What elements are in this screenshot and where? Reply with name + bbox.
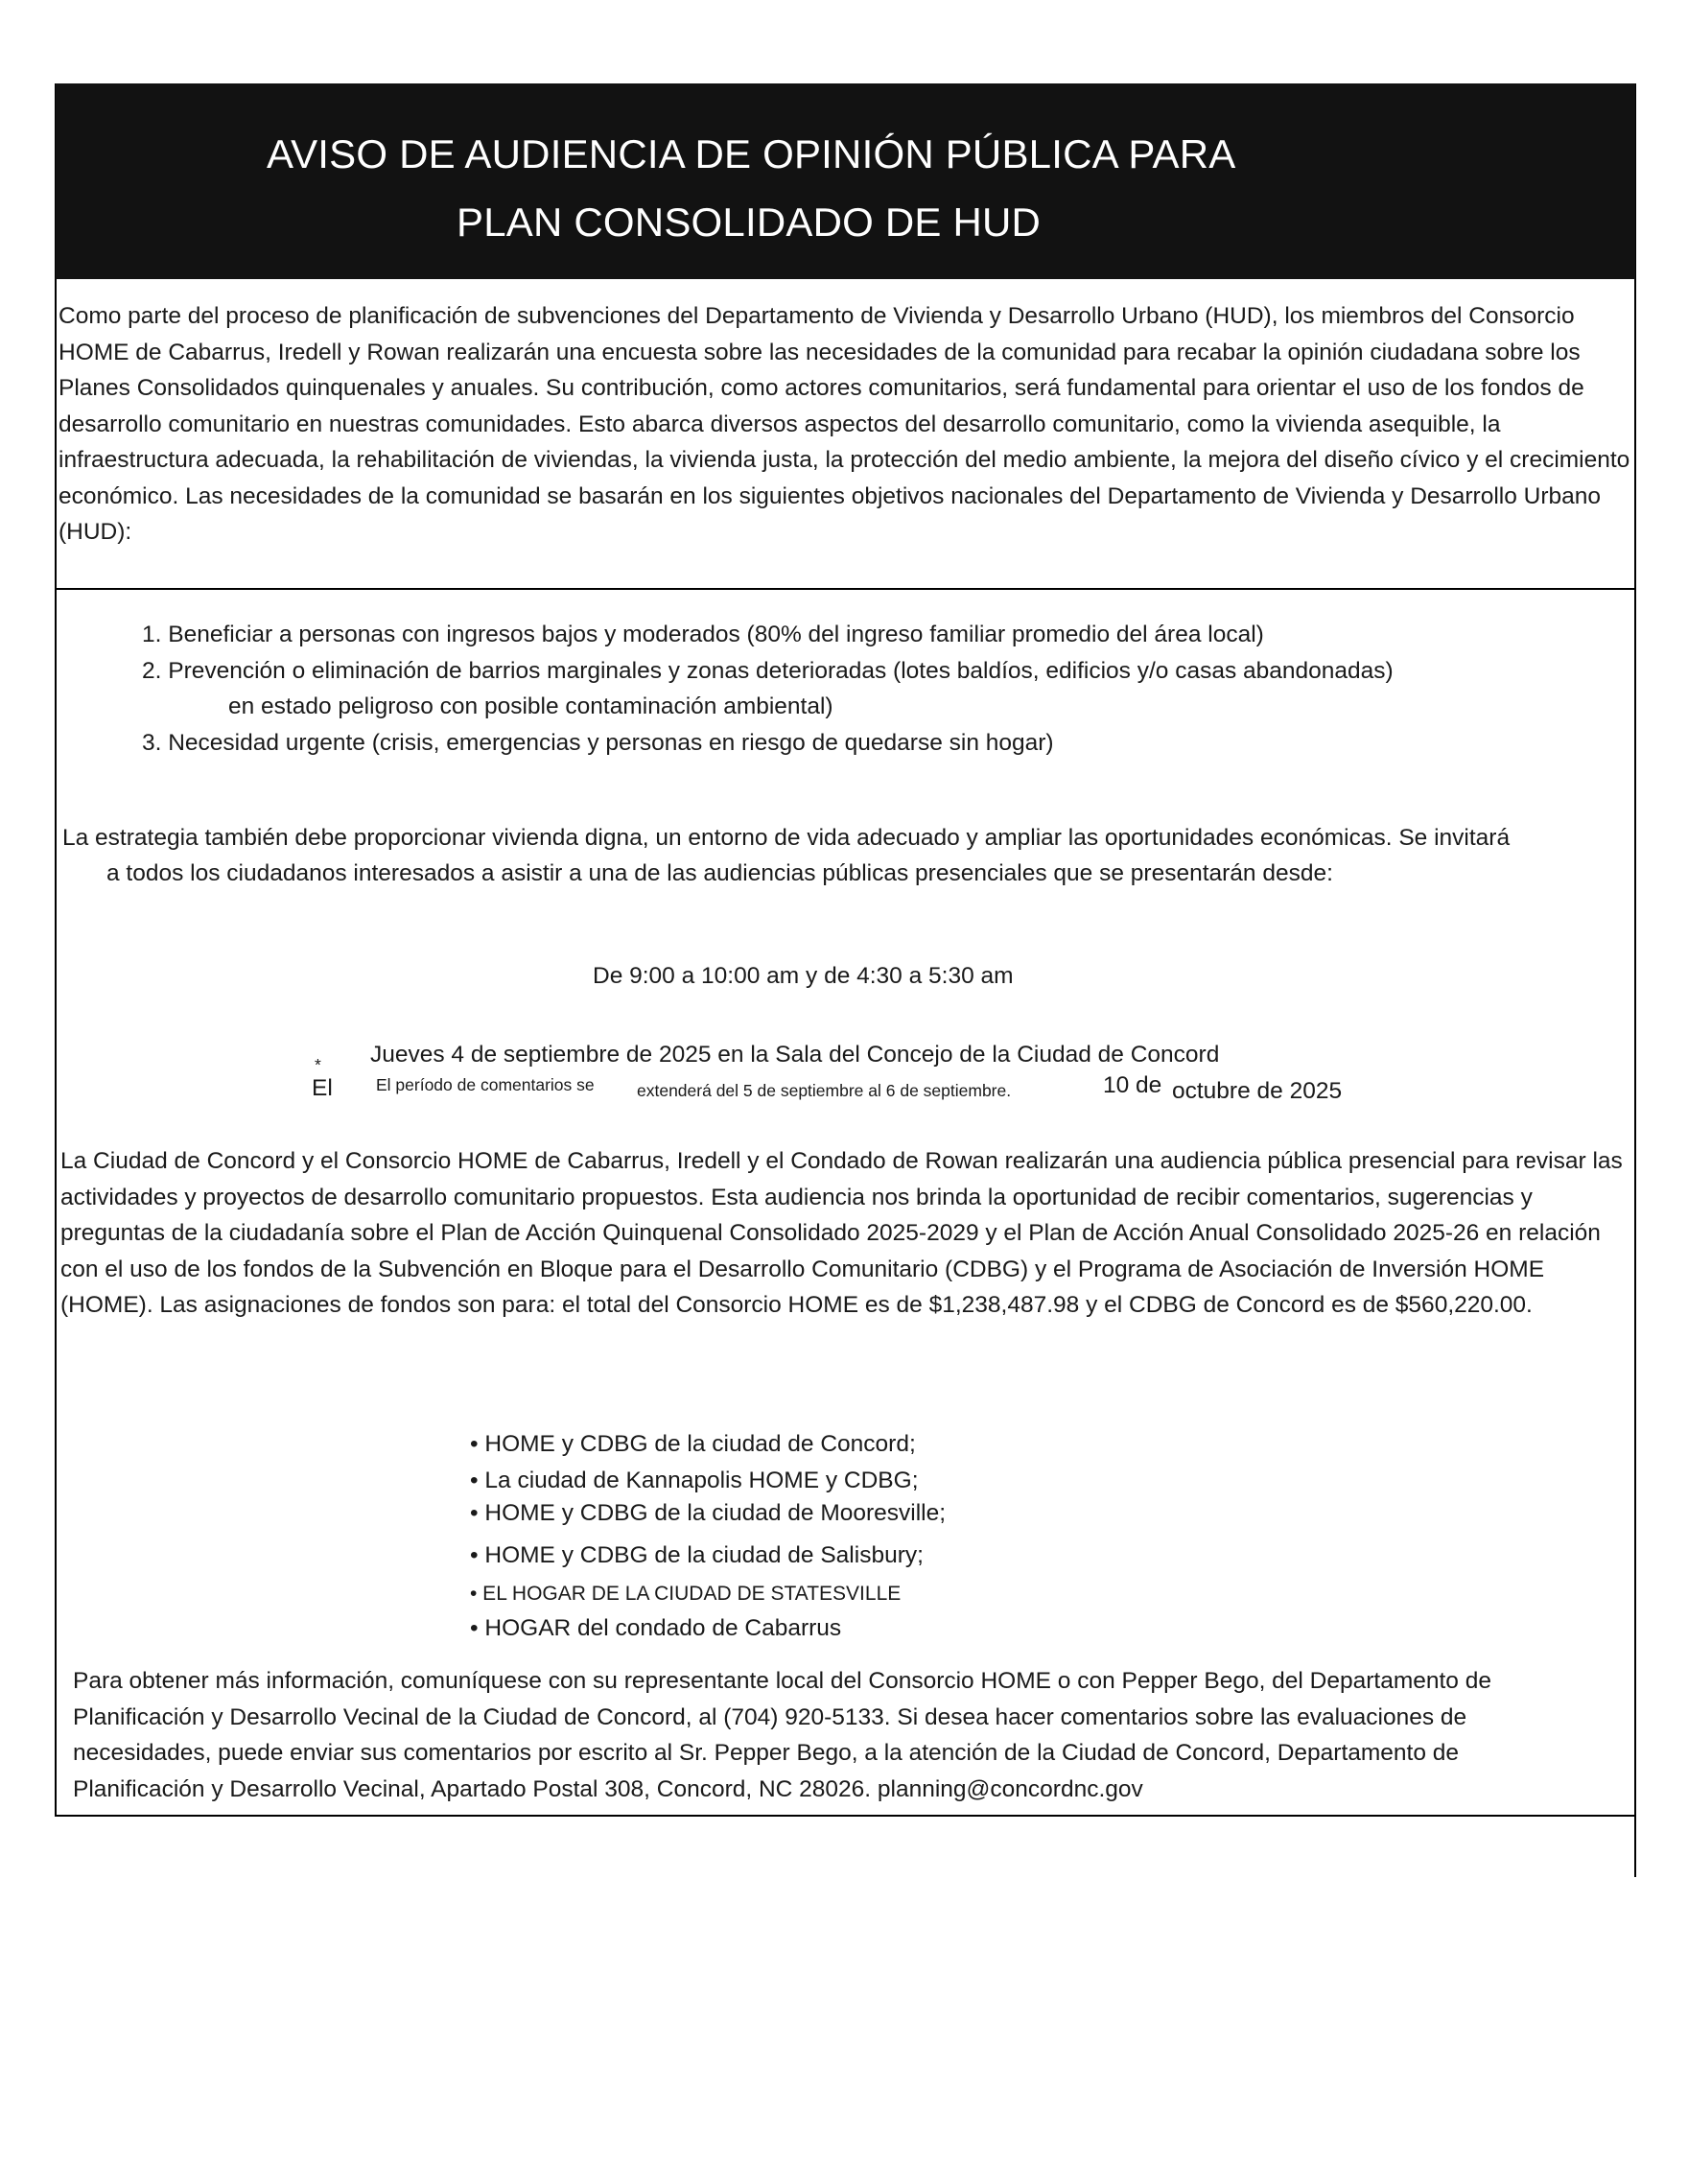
section-divider-1 bbox=[55, 588, 1636, 590]
hearing-date-location: Jueves 4 de septiembre de 2025 en la Sala del Concejo de la Ciudad de Concord bbox=[370, 1042, 1220, 1068]
contact-paragraph: Para obtener más información, comuníquese con su representante local del Consorcio HOME o con Pepper Bego, del Departamento de Planificación y Desarrollo Vecinal de la Ciudad de Concord, al (704) 920-5133. Si desea hacer comentarios sobre las evaluaciones de necesidades, puede enviar sus comentarios por escrito al Sr. Pepper Bego, a la atención de la Ciudad de Concord, Departamento de Planificación y Desarrollo Vecinal, Apartado Postal 308, Concord, NC 28026. planning@concordnc.gov bbox=[73, 1668, 1491, 1802]
title-banner bbox=[56, 83, 1635, 279]
intro-paragraph: Como parte del proceso de planificación de subvenciones del Departamento de Vivienda y Desarrollo Urbano (HUD), los miembros del Consorcio HOME de Cabarrus, Iredell y Rowan realizarán una encuesta sobre las necesidades de la comunidad para recabar la opinión ciudadana sobre los Planes Consolidados quinquenales y anuales. Su contribución, como actores comunitarios, será fundamental para orientar el uso de los fondos de desarrollo comunitario en nuestras comunidades. Esto abarca diversos aspectos del desarrollo comunitario, como la vivienda asequible, la infraestructura adecuada, la rehabilitación de viviendas, la vivienda justa, la protección del medio ambiente, la mejora del diseño cívico y el crecimiento económico. Las necesidades de la comunidad se basarán en los siguientes objetivos nacionales del Departamento de Vivienda y Desarrollo Urbano (HUD): bbox=[59, 303, 1630, 545]
comment-end-date-a: 10 de bbox=[1103, 1072, 1162, 1098]
participant-statesville: • EL HOGAR DE LA CIUDAD DE STATESVILLE bbox=[470, 1583, 902, 1605]
objective-2-continued: en estado peligroso con posible contaminación ambiental) bbox=[228, 693, 833, 719]
participant-salisbury: • HOME y CDBG de la ciudad de Salisbury; bbox=[470, 1542, 924, 1568]
objectives-list bbox=[142, 617, 1394, 761]
participant-concord: • HOME y CDBG de la ciudad de Concord; bbox=[470, 1431, 916, 1457]
comment-period-text-b: extenderá del 5 de septiembre al 6 de septiembre. bbox=[637, 1081, 1012, 1100]
left-border bbox=[55, 83, 57, 1816]
comment-period-el: El bbox=[312, 1075, 333, 1101]
bottom-border bbox=[55, 1815, 1636, 1817]
hearing-paragraph: La Ciudad de Concord y el Consorcio HOME de Cabarrus, Iredell y el Condado de Rowan realizarán una audiencia pública presencial para revisar las actividades y proyectos de desarrollo comunitario propuestos. Esta audiencia nos brinda la oportunidad de recibir comentarios, sugerencias y preguntas de la ciudadanía sobre el Plan de Acción Quinquenal Consolidado 2025-2029 y el Plan de Acción Anual Consolidado 2025-26 en relación con el uso de los fondos de la Subvención en Bloque para el Desarrollo Comunitario (CDBG) y el Programa de Asociación de Inversión HOME (HOME). Las asignaciones de fondos son para: el total del Consorcio HOME es de $1,238,487.98 y el CDBG de Concord es de $560,220.00. bbox=[60, 1148, 1623, 1318]
participant-kannapolis: • La ciudad de Kannapolis HOME y CDBG; bbox=[470, 1468, 919, 1493]
participant-cabarrus: • HOGAR del condado de Cabarrus bbox=[470, 1615, 842, 1641]
title-line-2: PLAN CONSOLIDADO DE HUD bbox=[457, 200, 1042, 245]
objective-3: 3. Necesidad urgente (crisis, emergencias y personas en riesgo de quedarse sin hogar) bbox=[142, 729, 1054, 756]
strategy-line-2: a todos los ciudadanos interesados a asistir a una de las audiencias públicas presenciales que se presentarán desde: bbox=[106, 860, 1333, 886]
participant-mooresville: • HOME y CDBG de la ciudad de Mooresville; bbox=[470, 1500, 947, 1526]
objective-2: 2. Prevención o eliminación de barrios marginales y zonas deterioradas (lotes baldíos, edificios y/o casas abandonadas) bbox=[142, 657, 1394, 684]
hearing-hours: De 9:00 a 10:00 am y de 4:30 a 5:30 am bbox=[593, 963, 1014, 989]
title-line-1: AVISO DE AUDIENCIA DE OPINIÓN PÚBLICA PARA bbox=[267, 131, 1236, 176]
right-border bbox=[1634, 83, 1636, 1877]
objective-1: 1. Beneficiar a personas con ingresos bajos y moderados (80% del ingreso familiar promedio del área local) bbox=[142, 622, 1264, 647]
comment-period-text-a: El período de comentarios se bbox=[376, 1075, 595, 1094]
asterisk-mark: * bbox=[315, 1055, 321, 1074]
comment-end-date-b: octubre de 2025 bbox=[1172, 1078, 1343, 1104]
strategy-line-1: La estrategia también debe proporcionar vivienda digna, un entorno de vida adecuado y ampliar las oportunidades económicas. Se invitará bbox=[62, 825, 1511, 851]
